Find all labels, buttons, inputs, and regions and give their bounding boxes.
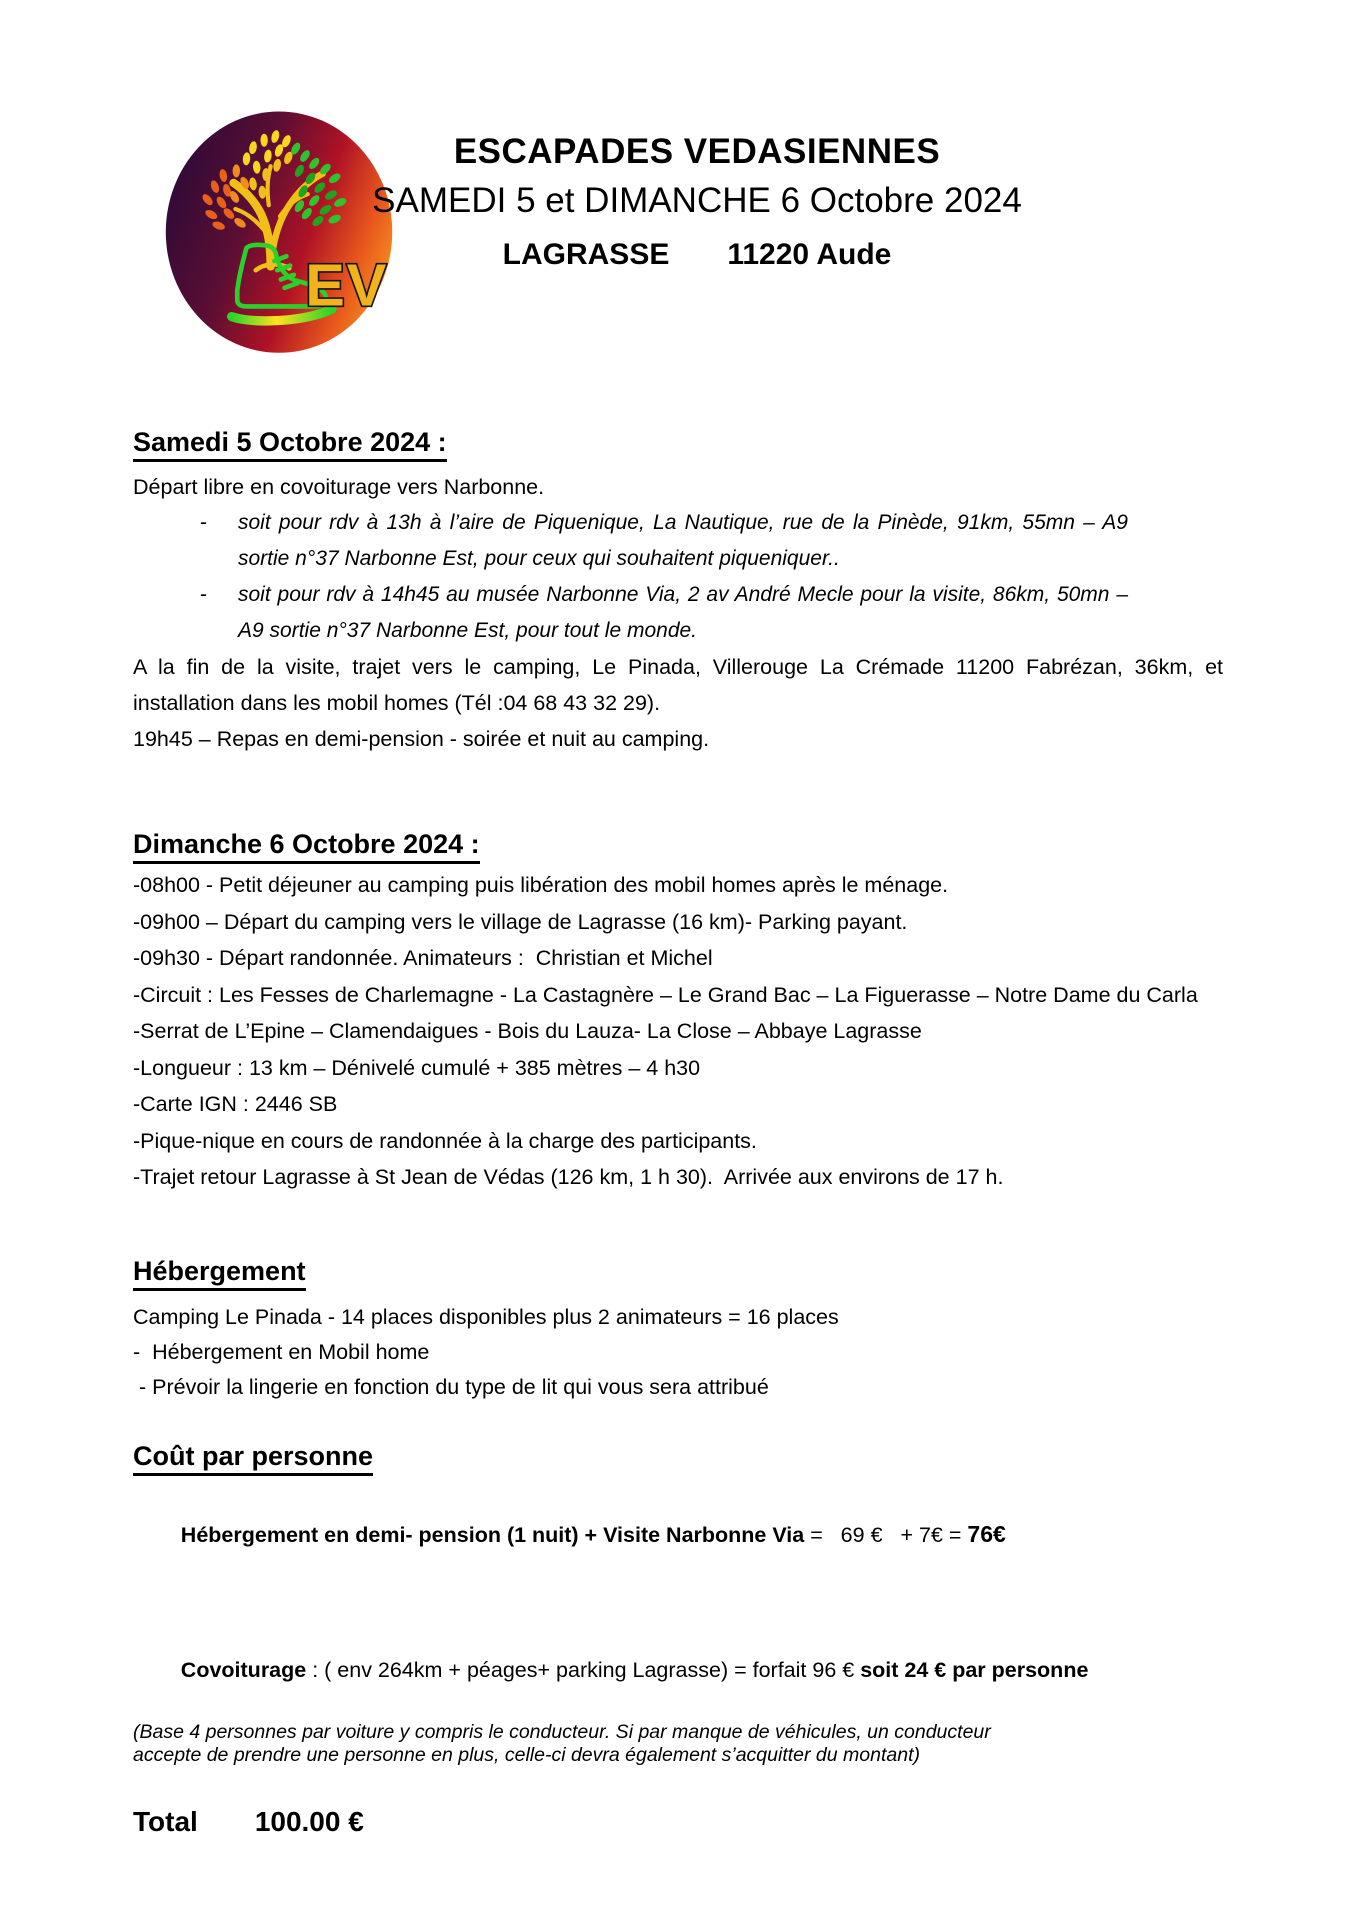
schedule-line: -Carte IGN : 2446 SB <box>133 1092 338 1116</box>
dash-bullet: - <box>200 583 207 606</box>
cost-heading: Coût par personne <box>133 1439 1223 1473</box>
bullet-text: soit pour rdv à 14h45 au musée Narbonne Via, 2 av André Mecle pour la visite, 86km, 50mn – A9 sortie n°37 Narbonne Est, pour tout le monde. <box>238 583 1128 642</box>
carpool-note: (Base 4 personnes par voiture y compris le conducteur. Si par manque de véhicules, un conducteur accepte de prendre une personne en plus, celle-ci devra également s’acquitter du montant) <box>133 1720 991 1766</box>
section-cost <box>133 1439 1223 1767</box>
cost-carpool-line <box>133 1625 1223 1715</box>
cost-lodging-line <box>133 1489 1223 1580</box>
saturday-heading: Samedi 5 Octobre 2024 : <box>133 425 1223 459</box>
schedule-line: -09h30 - Départ randonnée. Animateurs : Christian et Michel <box>133 946 713 970</box>
list-item <box>133 577 1223 649</box>
total-amount: 100.00 € <box>254 1805 364 1837</box>
page-title: ESCAPADES VEDASIENNES <box>453 132 941 171</box>
event-location-line <box>297 235 1097 275</box>
saturday-camping-paragraph: A la fin de la visite, trajet vers le camping, Le Pinada, Villerouge La Crémade 11200 Fabrézan, 36km, et installation dans les mobil homes (Tél :04 68 43 32 29). <box>133 655 1223 715</box>
schedule-line: -Trajet retour Lagrasse à St Jean de Védas (126 km, 1 h 30). Arrivée aux environs de 17 h. <box>133 1165 1004 1189</box>
cost-lodging-label: Hébergement en demi- pension (1 nuit) + Visite Narbonne Via <box>180 1522 805 1547</box>
lodging-line: Camping Le Pinada - 14 places disponibles plus 2 animateurs = 16 places <box>133 1304 839 1329</box>
lodging-line: - Hébergement en Mobil home <box>133 1339 430 1364</box>
event-dates: SAMEDI 5 et DIMANCHE 6 Octobre 2024 <box>372 181 1022 220</box>
schedule-line: -Circuit : Les Fesses de Charlemagne - La Castagnère – Le Grand Bac – La Figuerasse – Notre Dame du Carla <box>133 982 1198 1007</box>
title-block <box>297 131 1097 275</box>
schedule-line: -09h00 – Départ du camping vers le village de Lagrasse (16 km)- Parking payant. <box>133 909 908 934</box>
section-saturday <box>133 425 1223 757</box>
meeting-options-list <box>133 505 1223 649</box>
bullet-text: soit pour rdv à 13h à l’aire de Piquenique, La Nautique, rue de la Pinède, 91km, 55mn – A9 sortie n°37 Narbonne Est, pour ceux qui souhaitent piqueniquer.. <box>238 511 1128 570</box>
cost-lodging-calc: = 69 € + 7€ = <box>804 1522 968 1547</box>
logo-letters: EV <box>305 251 389 319</box>
schedule-line: -08h00 - Petit déjeuner au camping puis libération des mobil homes après le ménage. <box>133 873 949 897</box>
document-header <box>133 0 1223 345</box>
cost-lodging-total: 76€ <box>967 1520 1006 1547</box>
lodging-line: - Prévoir la lingerie en fonction du type de lit qui vous sera attribué <box>133 1374 769 1399</box>
carpool-per-person: soit 24 € par personne <box>860 1657 1089 1682</box>
schedule-line: -Longueur : 13 km – Dénivelé cumulé + 385 mètres – 4 h30 <box>133 1055 701 1080</box>
saturday-evening-line: 19h45 – Repas en demi-pension - soirée et nuit au camping. <box>133 727 710 751</box>
carpool-detail: : ( env 264km + péages+ parking Lagrasse) = forfait 96 € <box>306 1657 861 1682</box>
schedule-line: -Serrat de L’Epine – Clamendaigues - Bois du Lauza- La Close – Abbaye Lagrasse <box>133 1019 922 1043</box>
section-sunday <box>133 827 1223 1196</box>
section-lodging <box>133 1254 1223 1405</box>
total-row <box>133 1805 1223 1839</box>
total-label: Total <box>133 1805 198 1837</box>
lodging-heading: Hébergement <box>133 1254 1223 1288</box>
dash-bullet: - <box>200 511 207 534</box>
schedule-line: -Pique-nique en cours de randonnée à la charge des participants. <box>133 1128 757 1153</box>
list-item <box>133 505 1223 577</box>
event-postal: 11220 Aude <box>727 238 892 271</box>
document-body <box>133 425 1223 1839</box>
saturday-intro: Départ libre en covoiturage vers Narbonne. <box>133 475 545 499</box>
carpool-label: Covoiturage <box>180 1657 307 1682</box>
sunday-heading: Dimanche 6 Octobre 2024 : <box>133 827 1223 861</box>
event-location: LAGRASSE <box>502 238 670 271</box>
